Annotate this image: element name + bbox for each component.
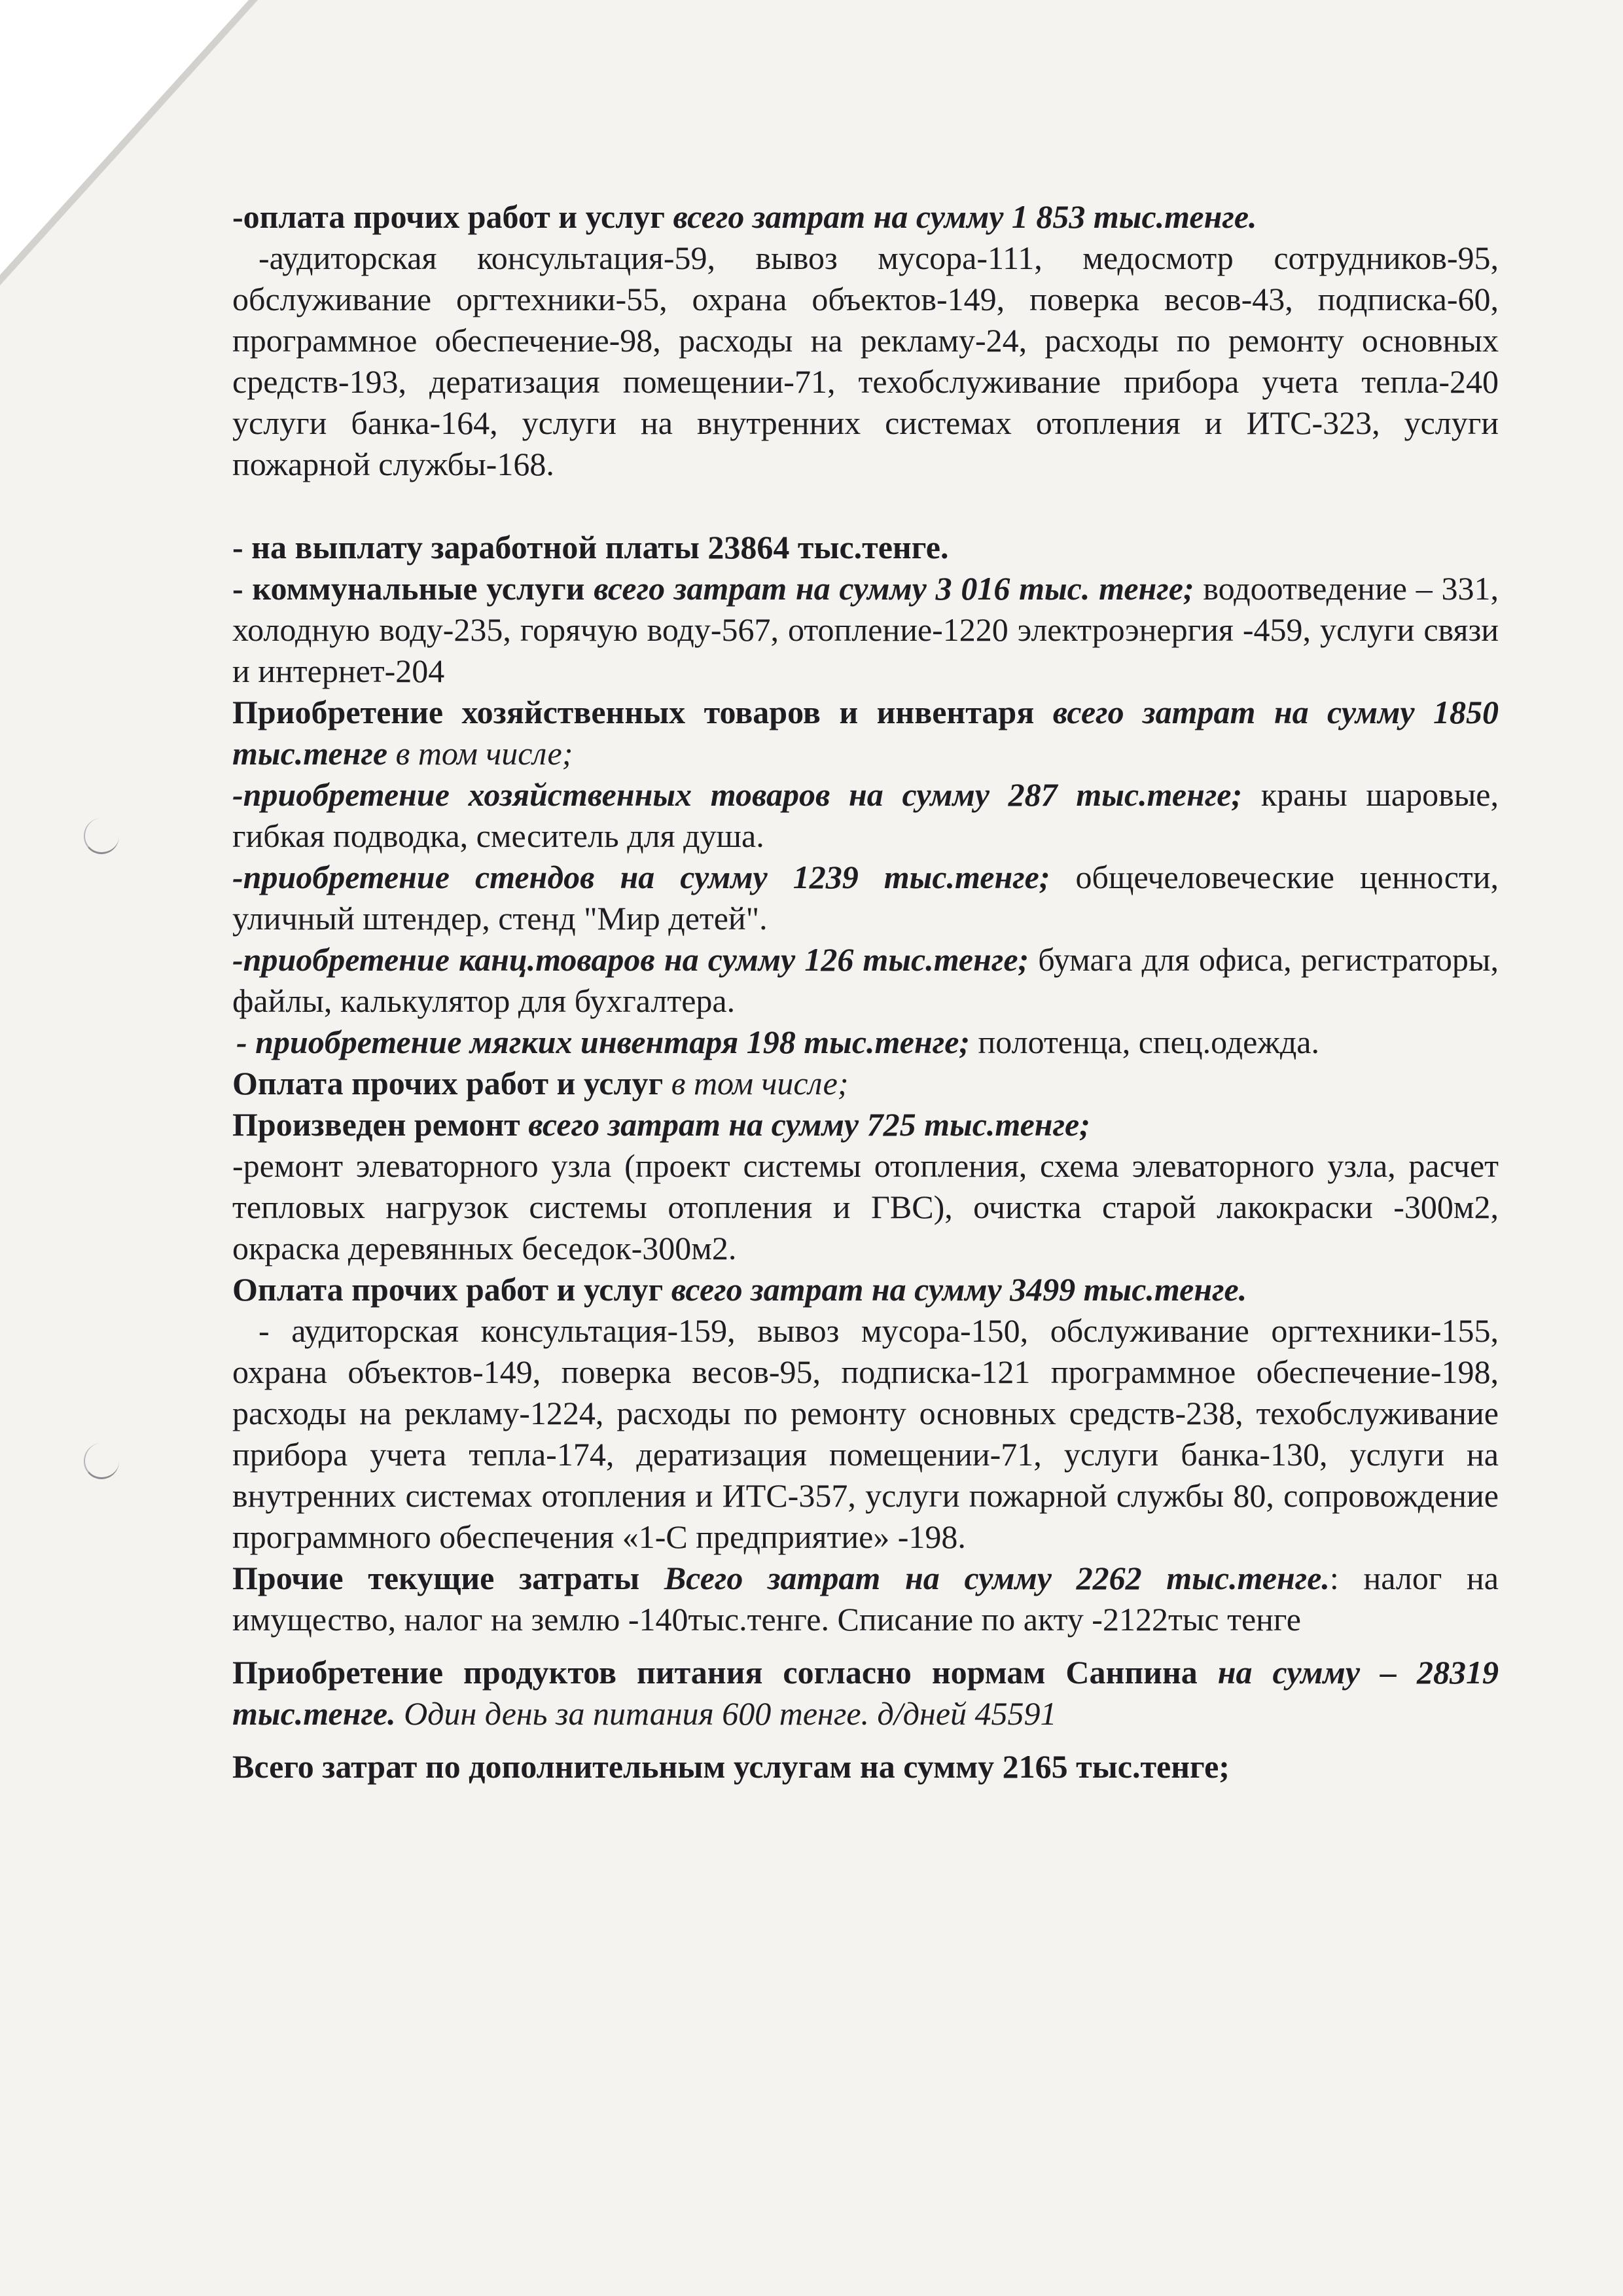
stands-heading: -приобретение стендов на сумму 1239 тыс.тенге;: [232, 859, 1050, 895]
utilities-heading: - коммунальные услуги: [232, 570, 594, 607]
paragraph-additional-services: [232, 1746, 1499, 1787]
paragraph-stationery: [232, 939, 1499, 1022]
paragraph-other-services-1: [232, 196, 1499, 238]
stands-details: общечеловеческие ценности, уличный штендер, стенд "Мир детей".: [232, 859, 1499, 937]
utilities-details: водоотведение – 331, холодную воду-235, горячую воду-567, отопление-1220 электроэнергия -459, услуги связи и интернет-204: [232, 570, 1499, 689]
document-body: [232, 196, 1499, 1787]
folded-corner: [0, 0, 249, 275]
punch-hole-top: [84, 818, 119, 854]
paragraph-stands: [232, 857, 1499, 939]
paragraph-utilities: [232, 568, 1499, 692]
paragraph-food: [232, 1652, 1499, 1734]
household-including: в том числе;: [387, 735, 573, 772]
other-services-1-total: всего затрат на сумму 1 853 тыс.тенге.: [673, 198, 1257, 235]
additional-services-total: Всего затрат по дополнительным услугам на сумму 2165 тыс.тенге;: [232, 1748, 1230, 1785]
punch-hole-bottom: [84, 1443, 119, 1479]
current-costs-total: Всего затрат на сумму 2262 тыс.тенге.: [664, 1560, 1330, 1596]
paragraph-salary: [232, 527, 1499, 568]
food-heading: Приобретение продуктов питания согласно нормам Санпина: [232, 1654, 1218, 1691]
paragraph-other-services-1-details: [232, 238, 1499, 485]
utilities-total: всего затрат на сумму 3 016 тыс. тенге;: [594, 570, 1194, 607]
paragraph-soft-inventory: [232, 1022, 1499, 1063]
household-total: всего затрат на сумму 1850 тыс.тенге: [232, 694, 1499, 772]
other-services-2-details-text: - аудиторская консультация-159, вывоз мусора-150, обслуживание оргтехники-155, охрана объектов-149, поверка весов-95, подписка-121 программное обеспечение-198, расходы на рекламу-1224, расходы по ремонту основных средств-238, техобслуживание прибора учета тепла-174, дератизация помещении-71, услуги банка-130, услуги на внутренних системах отопления и ИТС-357, услуги пожарной службы 80, сопровождение программного обеспечения «1-С предприятие» -198.: [232, 1312, 1499, 1555]
soft-inventory-details: полотенца, спец.одежда.: [970, 1024, 1319, 1060]
stationery-details: бумага для офиса, регистраторы, файлы, калькулятор для бухгалтера.: [232, 941, 1499, 1019]
other-services-1-details-text: -аудиторская консультация-59, вывоз мусора-111, медосмотр сотрудников-95, обслуживание оргтехники-55, охрана объектов-149, поверка весов-43, подписка-60, программное обеспечение-98, расходы на рекламу-24, расходы по ремонту основных средств-193, дератизация помещении-71, техобслуживание прибора учета тепла-240 услуги банка-164, услуги на внутренних системах отопления и ИТС-323, услуги пожарной службы-168.: [232, 240, 1499, 482]
current-costs-details: : налог на имущество, налог на землю -140тыс.тенге. Списание по акту -2122тыс тенге: [232, 1560, 1499, 1638]
repair-details-text: -ремонт элеваторного узла (проект системы отопления, схема элеваторного узла, расчет тепловых нагрузок системы отопления и ГВС), очистка старой лакокраски -300м2, окраска деревянных беседок-300м2.: [232, 1147, 1499, 1266]
other-services-1-heading: -оплата прочих работ и услуг: [232, 198, 673, 235]
other-services-2-total: всего затрат на сумму 3499 тыс.тенге.: [671, 1271, 1247, 1308]
paragraph-repair-details: [232, 1145, 1499, 1269]
paragraph-current-costs: [232, 1558, 1499, 1640]
paragraph-household-goods: [232, 692, 1499, 774]
food-total: на сумму – 28319 тыс.тенге.: [232, 1654, 1499, 1732]
paragraph-other-services-including: [232, 1063, 1499, 1104]
household-items-details: краны шаровые, гибкая подводка, смеситель для душа.: [232, 776, 1499, 854]
salary-text: - на выплату заработной платы 23864 тыс.тенге.: [232, 529, 949, 565]
repair-total: всего затрат на сумму 725 тыс.тенге;: [528, 1106, 1090, 1143]
other-services-including-heading: Оплата прочих работ и услуг: [232, 1065, 664, 1102]
current-costs-heading: Прочие текущие затраты: [232, 1560, 664, 1596]
other-services-including-text: в том числе;: [663, 1065, 849, 1102]
paragraph-other-services-2-details: [232, 1310, 1499, 1558]
paragraph-household-items: [232, 774, 1499, 857]
other-services-2-heading: Оплата прочих работ и услуг: [232, 1271, 671, 1308]
food-details: Один день за питания 600 тенге. д/дней 45591: [395, 1695, 1057, 1732]
paragraph-other-services-2: [232, 1269, 1499, 1310]
stationery-heading: -приобретение канц.товаров на сумму 126 тыс.тенге;: [232, 941, 1029, 978]
household-heading: Приобретение хозяйственных товаров и инвентаря: [232, 694, 1053, 730]
paragraph-repair: [232, 1104, 1499, 1145]
soft-inventory-heading: - приобретение мягких инвентаря 198 тыс.тенге;: [236, 1024, 971, 1060]
repair-heading: Произведен ремонт: [232, 1106, 529, 1143]
household-items-heading: -приобретение хозяйственных товаров на сумму 287 тыс.тенге;: [232, 776, 1243, 813]
